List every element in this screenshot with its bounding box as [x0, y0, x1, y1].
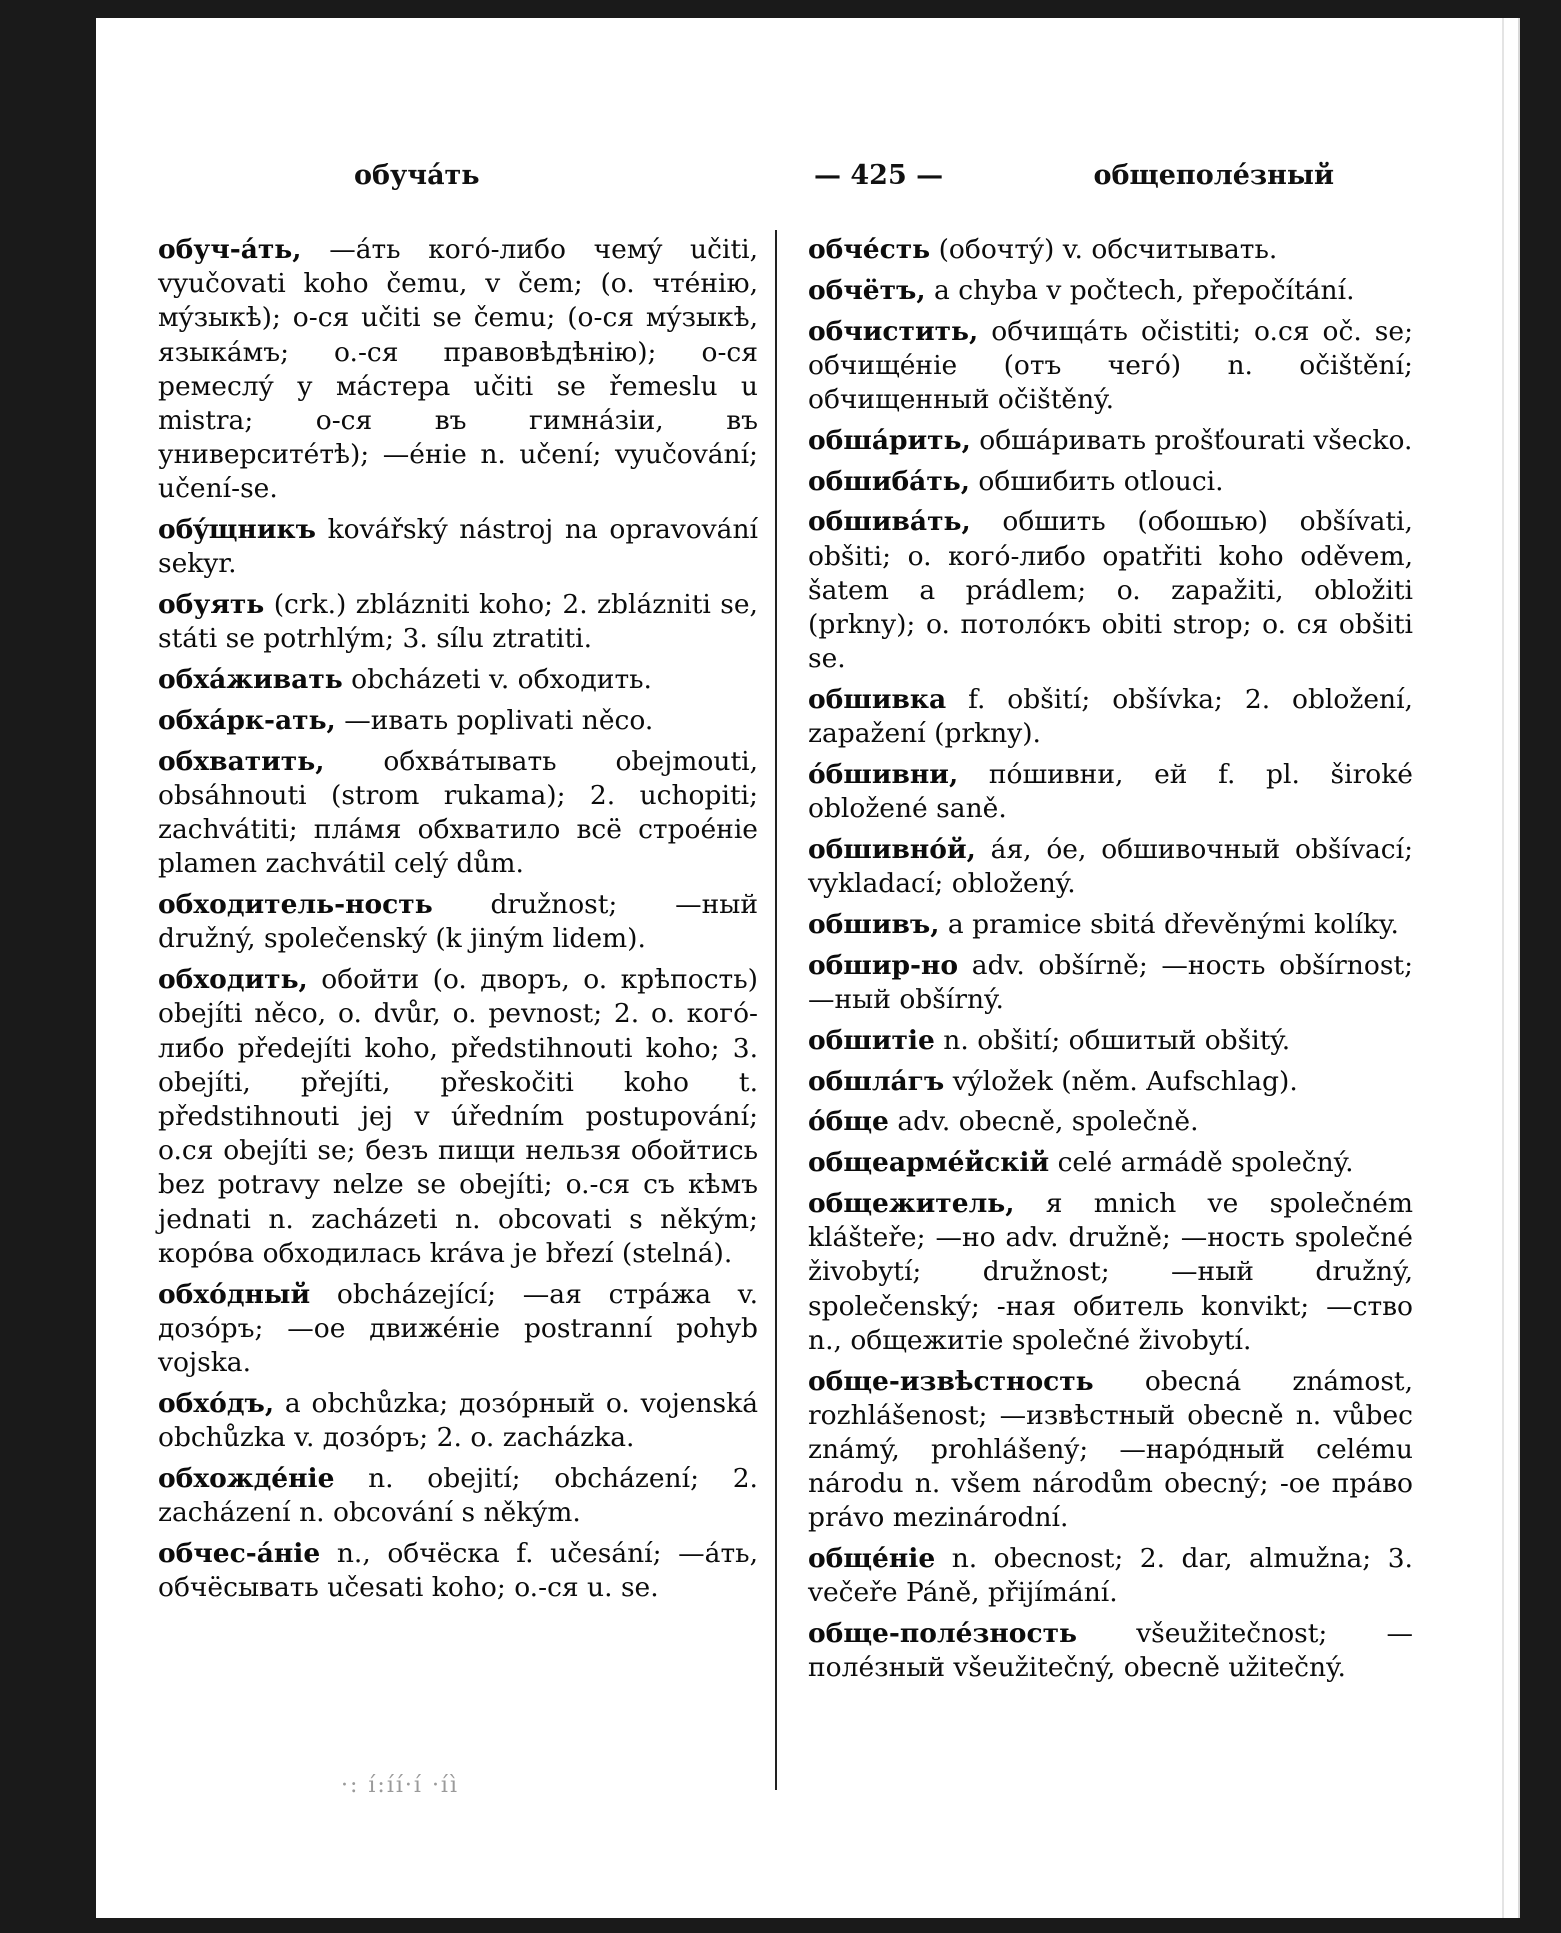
dictionary-entry	[808, 1187, 1413, 1358]
page-header: обучáть — 425 — общеполéзный	[354, 158, 1334, 198]
dictionary-entry	[808, 1542, 1413, 1610]
entry-headword: обще-полéзность	[808, 1618, 1078, 1650]
dictionary-entry	[808, 1146, 1413, 1180]
entry-text: обшить (обошью) obšívati, obšiti; o. когó-либо opatřiti koho oděvem, šatem a prádlem; o. zapažiti, obložiti (prkny); o. потолóкъ obiti strop; o. ся obšiti se.	[808, 506, 1413, 675]
entry-text: пóшивни, ей f. pl. široké obložené saně.	[808, 759, 1413, 825]
dictionary-entry	[158, 663, 758, 697]
dictionary-entry	[158, 233, 758, 507]
dictionary-page	[96, 18, 1520, 1918]
entry-text: (обочтý) v. обсчитывать.	[938, 234, 1278, 265]
entry-headword: общежитель,	[808, 1187, 1015, 1219]
column-divider	[775, 230, 777, 1790]
dictionary-entry	[808, 908, 1413, 942]
dictionary-entry	[808, 465, 1413, 499]
entry-text: obcházeti v. обходить.	[351, 664, 652, 696]
entry-text: adv. obšírně; —ность obšírnost; —ный obšírný.	[808, 949, 1413, 1015]
entry-headword: обхватить,	[158, 745, 325, 777]
entry-text: celé armádě společný.	[1057, 1147, 1354, 1179]
entry-text: družnost; —ный družný, společenský (k jiným lidem).	[158, 889, 758, 955]
dictionary-entry	[808, 274, 1413, 308]
entry-headword: óбще	[808, 1106, 889, 1138]
entry-text: обойти (o. дворъ, o. крѣпость) obejíti něco, o. dvůr, o. pevnost; 2. o. когó-либо předejíti koho, předstihnouti koho; 3. obejíti, přejíti, přeskočiti koho t. předstihnouti jej v úředním postupování; o.ся obejíti se; безъ пищи нельзя обойтись bez potravy nelze se obejíti; o.-ся съ кѣмъ jednati n. zacházeti n. obcovati s někým; корóва обходилась kráva je březí (stelná).	[158, 964, 758, 1269]
entry-text: —ивать poplivati něco.	[344, 705, 654, 737]
dictionary-entry	[158, 588, 758, 656]
entry-headword: обшитіе	[808, 1024, 935, 1056]
dictionary-entry	[808, 315, 1413, 418]
dictionary-entry	[158, 888, 758, 956]
entry-headword: обшивка	[808, 684, 947, 715]
dictionary-entry	[808, 1105, 1413, 1139]
entry-text: я mnich ve společném klášteře; —но adv. družně; —ность společné živobytí; družnost; —ный družný, společenský; -ная обитель konvikt; —ство n., общежитіе společné živobytí.	[808, 1187, 1413, 1356]
bleed-through-marks: ·: í:íí·í ·íì	[341, 1773, 460, 1798]
entry-text: f. obšití; obšívka; 2. obložení, zapažení (prkny).	[808, 684, 1413, 750]
dictionary-entry	[808, 1617, 1413, 1685]
entry-text: (crk.) zblázniti koho; 2. zblázniti se, státi se potrhlým; 3. sílu ztratiti.	[158, 589, 758, 655]
left-column	[158, 233, 758, 1612]
entry-text: a chyba v počtech, přepočítání.	[934, 274, 1355, 306]
header-right-word: общеполéзный	[1093, 160, 1334, 191]
entry-headword: обходить,	[158, 964, 308, 996]
entry-text: обхвáтывать obejmouti, obsáhnouti (strom rukama); 2. uchopiti; zachvátiti; плáмя обхватило всё строéніе plamen zachvátil celý dům.	[158, 745, 758, 880]
entry-headword: обхóдъ,	[158, 1387, 275, 1419]
dictionary-entry	[158, 704, 758, 738]
dictionary-entry	[808, 505, 1413, 676]
entry-text: n. obejití; obcházení; 2. zacházení n. obcování s někým.	[158, 1462, 758, 1529]
entry-headword: обхóдный	[158, 1278, 311, 1310]
dictionary-entry	[808, 833, 1413, 901]
entry-headword: обходитель-ность	[158, 889, 433, 921]
dictionary-entry	[808, 683, 1413, 751]
entry-headword: обуч-áть,	[158, 234, 302, 265]
header-left-word: обучáть	[354, 160, 480, 191]
entry-text: обшибить otlouci.	[978, 465, 1224, 497]
entry-headword: общéніе	[808, 1543, 936, 1575]
dictionary-entry	[158, 745, 758, 882]
entry-text: adv. obecně, společně.	[897, 1106, 1199, 1138]
entry-headword: обýщникъ	[158, 514, 316, 546]
entry-headword: обшибáть,	[808, 465, 970, 497]
entry-headword: обшивъ,	[808, 909, 940, 940]
dictionary-entry	[808, 233, 1413, 267]
entry-text: n., обчёска f. učesání; —áть, обчёсывать učesati koho; o.-ся u. se.	[158, 1537, 758, 1604]
dictionary-entry	[808, 424, 1413, 458]
dictionary-entry	[808, 1024, 1413, 1058]
entry-text: obecná známost, rozhlášenost; —извѣстный obecně n. vůbec známý, prohlášený; —нарóдный celému národu n. všem národům obecný; -ое прáво právo mezinárodní.	[808, 1365, 1413, 1534]
entry-headword: обшивнóй,	[808, 834, 976, 865]
entry-text: a obchůzka; дозóрный o. vojenská obchůzka v. дозóръ; 2. o. zacházka.	[158, 1387, 758, 1454]
entry-text: обшáривать prošťourati všecko.	[979, 424, 1413, 456]
dictionary-entry	[808, 949, 1413, 1017]
entry-headword: обчистить,	[808, 315, 979, 347]
dictionary-entry	[808, 758, 1413, 826]
entry-text: n. obšití; обшитый obšitý.	[943, 1024, 1291, 1056]
dictionary-entry	[808, 1365, 1413, 1536]
entry-text: kovářský nástroj na opravování sekyr.	[158, 514, 758, 580]
entry-headword: обхáживать	[158, 664, 343, 696]
entry-text: všeužitečnost; —полéзный všeužitečný, obecně užitečný.	[808, 1618, 1413, 1684]
entry-headword: обчётъ,	[808, 274, 926, 306]
dictionary-entry	[158, 513, 758, 581]
dictionary-entry	[158, 1537, 758, 1605]
entry-headword: обшивáть,	[808, 506, 971, 538]
dictionary-entry	[158, 1462, 758, 1530]
entry-headword: общеармéйскій	[808, 1147, 1050, 1179]
entry-text: áя, óе, обшивочный obšívací; vykladací; obložený.	[808, 834, 1413, 900]
dictionary-entry	[158, 1387, 758, 1455]
entry-headword: обшлáгъ	[808, 1065, 945, 1097]
entry-headword: óбшивни,	[808, 759, 959, 790]
entry-headword: обще-извѣстность	[808, 1365, 1094, 1397]
entry-headword: обчéсть	[808, 234, 931, 265]
entry-text: обчищáть očistiti; o.ся oč. se; обчищéніе (отъ чегó) n. očištění; обчищенный očištěný.	[808, 315, 1413, 415]
dictionary-entry	[158, 963, 758, 1271]
entry-text: n. obecnost; 2. dar, almužna; 3. večeře Páně, přijímání.	[808, 1543, 1413, 1609]
entry-text: a pramice sbitá dřevěnými kolíky.	[947, 909, 1399, 940]
entry-headword: обчес-áніе	[158, 1537, 321, 1569]
entry-headword: обхождéніе	[158, 1462, 335, 1494]
entry-text: obcházející; —ая стрáжа v. дозóръ; —ое движéніе postranní pohyb vojska.	[158, 1278, 758, 1379]
entry-headword: обхáрк-ать,	[158, 705, 336, 737]
entry-headword: обуять	[158, 589, 265, 621]
entry-headword: обшáрить,	[808, 424, 971, 456]
dictionary-entry	[808, 1065, 1413, 1099]
entry-text: výložek (něm. Aufschlag).	[952, 1065, 1298, 1097]
entry-text: —áть когó-либо чемý učiti, vyučovati koho čemu, v čem; (o. чтéнію, мýзыкѣ); o-ся učiti se čemu; (o-ся мýзыкѣ, языкáмъ; o.-ся правовѣдѣнію); o-ся ремеслý у мáстера učiti se řemeslu u mistra; o-ся въ гимнáзіи, въ университéтѣ); —éніе n. učení; vyučování; učení-se.	[158, 234, 758, 505]
right-column	[808, 233, 1413, 1692]
dictionary-entry	[158, 1278, 758, 1381]
entry-headword: обшир-но	[808, 949, 959, 981]
